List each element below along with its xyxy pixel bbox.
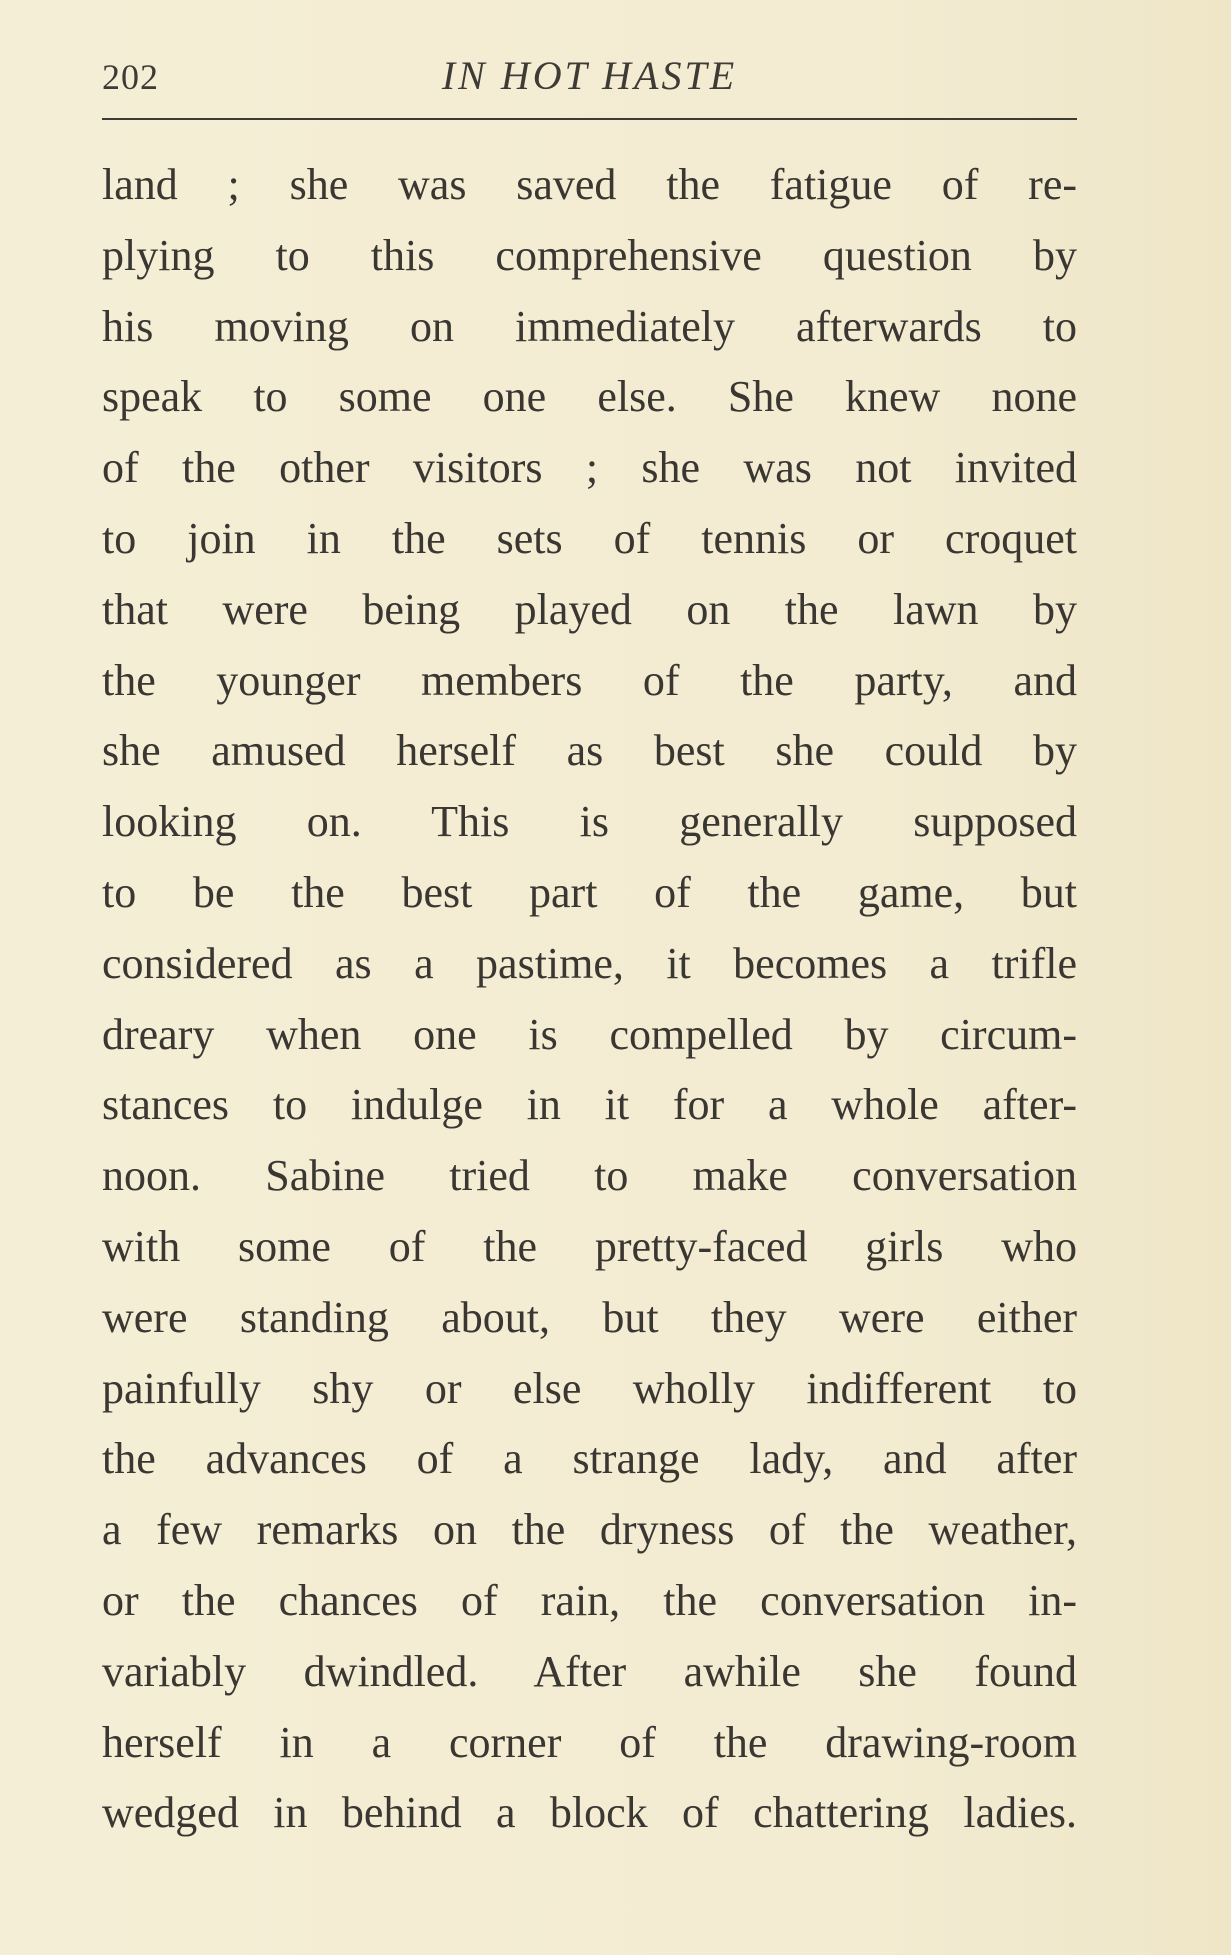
- header-rule: [102, 118, 1077, 120]
- text-line: his moving on immediately afterwards to: [102, 301, 1077, 351]
- text-line: noon. Sabine tried to make conversation: [102, 1151, 1077, 1201]
- text-line: to join in the sets of tennis or croquet: [102, 513, 1077, 563]
- running-title: IN HOT HASTE: [441, 53, 738, 98]
- text-line: dreary when one is compelled by circum-: [102, 1009, 1077, 1059]
- page-header: [102, 52, 1077, 112]
- text-line: stances to indulge in it for a whole after-: [102, 1080, 1077, 1130]
- text-line: the advances of a strange lady, and after: [102, 1434, 1077, 1484]
- text-line: the younger members of the party, and: [102, 655, 1077, 705]
- text-line: wedged in behind a block of chattering ladies.: [102, 1788, 1077, 1838]
- text-line: a few remarks on the dryness of the weather,: [102, 1505, 1077, 1555]
- text-line: plying to this comprehensive question by: [102, 230, 1077, 280]
- body-text: [102, 155, 1077, 1854]
- text-line: herself in a corner of the drawing-room: [102, 1717, 1077, 1767]
- text-line: speak to some one else. She knew none: [102, 372, 1077, 422]
- page-number: 202: [102, 57, 159, 97]
- text-line: to be the best part of the game, but: [102, 867, 1077, 917]
- text-line: or the chances of rain, the conversation in-: [102, 1575, 1077, 1625]
- text-line: she amused herself as best she could by: [102, 726, 1077, 776]
- text-line: considered as a pastime, it becomes a trifle: [102, 938, 1077, 988]
- text-line: painfully shy or else wholly indifferent to: [102, 1363, 1077, 1413]
- text-line: with some of the pretty-faced girls who: [102, 1221, 1077, 1271]
- text-line: of the other visitors ; she was not invited: [102, 443, 1077, 493]
- text-line: that were being played on the lawn by: [102, 584, 1077, 634]
- text-line: looking on. This is generally supposed: [102, 797, 1077, 847]
- text-line: land ; she was saved the fatigue of re-: [102, 160, 1077, 209]
- text-line: were standing about, but they were either: [102, 1292, 1077, 1342]
- text-line: variably dwindled. After awhile she found: [102, 1646, 1077, 1696]
